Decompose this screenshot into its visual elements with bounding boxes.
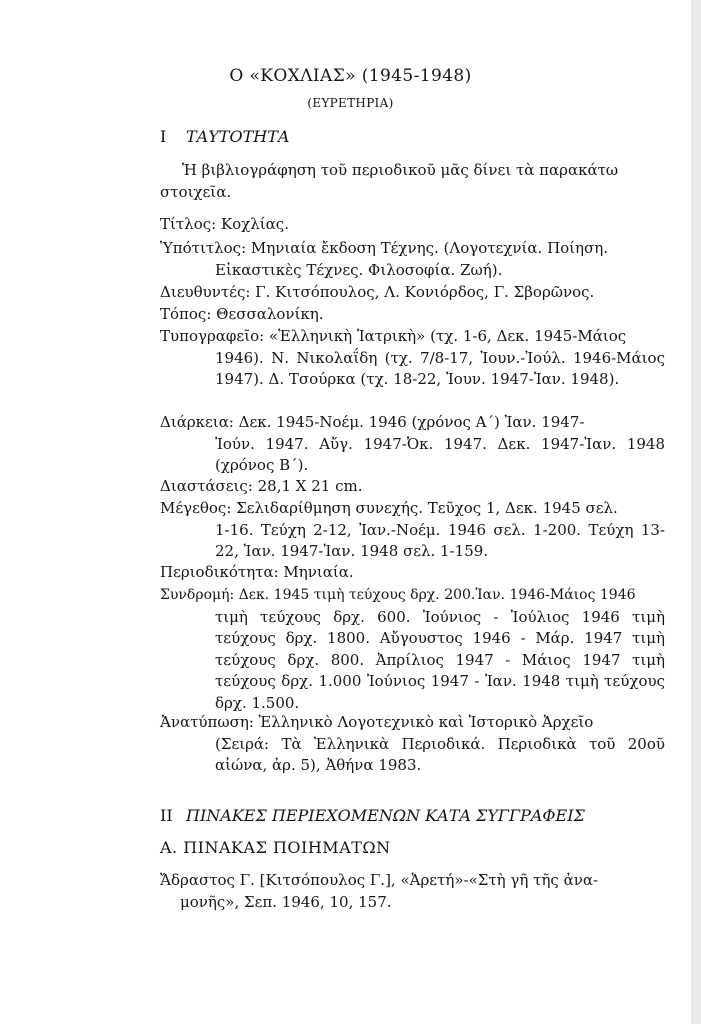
entry-line: Συνδρομή: Δεκ. 1945 τιμὴ τεύχους δρχ. 200.Ἰαν. 1946-Μάιος 1946 — [160, 587, 636, 603]
page-edge-shadow — [691, 0, 701, 1024]
entry-line: Διαστάσεις: 28,1 Χ 21 cm. — [160, 477, 363, 495]
entry-dimensions — [160, 476, 665, 498]
entry-line: Μέγεθος: Σελιδαρίθμηση συνεχής. Τεῦχος 1, Δεκ. 1945 σελ. — [160, 499, 618, 517]
entry-size — [160, 498, 665, 563]
entry-line: Περιοδικότητα: Μηνιαία. — [160, 563, 354, 581]
entry-continuation: Ἰούν. 1947. Αὔγ. 1947-Ὀκ. 1947. Δεκ. 1947-Ἰαν. 1948 (χρόνος Β΄). — [215, 434, 665, 474]
entry-line: Ἀνατύπωση: Ἑλληνικὸ Λογοτεχνικὸ καὶ Ἱστορικὸ Ἀρχεῖο — [160, 713, 594, 731]
page-title: Ο «ΚΟΧΛΙΑΣ» (1945-1948) — [229, 66, 472, 86]
section-1-number: I — [160, 127, 167, 146]
entry-line: Ἄδραστος Γ. [Κιτσόπουλος Γ.], «Ἀρετή»-«Στὴ γῆ τῆς ἀνα- — [160, 871, 599, 889]
entry-line: Τόπος: Θεσσαλονίκη. — [160, 305, 324, 323]
page-subtitle: (ΕΥΡΕΤΗΡΙΑ) — [307, 96, 394, 110]
entry-line: Τίτλος: Κοχλίας. — [160, 215, 289, 233]
entry-periodicity — [160, 562, 665, 584]
entry-place — [160, 304, 665, 326]
section-1-intro: Ἡ βιβλιογράφηση τοῦ περιοδικοῦ μᾶς δίνει τὰ παρακάτω στοιχεῖα. — [160, 161, 619, 201]
entry-line: Διευθυντές: Γ. Κιτσόπουλος, Λ. Κονιόρδος, Γ. Σβορῶνος. — [160, 283, 595, 301]
entry-continuation: 1946). Ν. Νικολαΐδη (τχ. 7/8-17, Ἰουν.-Ἰούλ. 1946-Μάιος 1947). Δ. Τσούρκα (τχ. 18-22, Ἰουν. 1947-Ἰαν. 1948). — [215, 348, 665, 388]
poem-entry — [160, 870, 665, 913]
entry-editors — [160, 282, 665, 304]
entry-continuation: (Σειρά: Τὰ Ἑλληνικὰ Περιοδικά. Περιοδικὰ τοῦ 20οῦ αἰώνα, ἀρ. 5), Ἀθήνα 1983. — [215, 734, 665, 774]
entry-continuation: μονῆς», Σεπ. 1946, 10, 157. — [180, 892, 392, 911]
entry-title — [160, 214, 665, 236]
entry-reprint — [160, 712, 665, 777]
section-2-heading — [160, 806, 585, 825]
section-2-subheading: Α. ΠΙΝΑΚΑΣ ΠΟΙΗΜΑΤΩΝ — [160, 838, 391, 857]
entry-continuation: 1-16. Τεύχη 2-12, Ἰαν.-Νοέμ. 1946 σελ. 1-200. Τεύχη 13-22, Ἰαν. 1947-Ἰαν. 1948 σελ. 1-159. — [215, 520, 665, 560]
section-2-title: ΠΙΝΑΚΕΣ ΠΕΡΙΕΧΟΜΕΝΩΝ ΚΑΤΑ ΣΥΓΓΡΑΦΕΙΣ — [186, 806, 585, 825]
entry-duration — [160, 412, 665, 477]
entry-continuation: τιμὴ τεύχους δρχ. 600. Ἰούνιος - Ἰούλιος 1946 τιμὴ τεύχους δρχ. 1800. Αὔγουστος 1946 - Μάρ. 1947 τιμὴ τεύχους δρχ. 800. Ἀπρίλιος 1947 - Μάιος 1947 τιμὴ τεύχους δρχ. 1.000 Ἰούνιος 1947 - Ἰαν. 1948 τιμὴ τεύχους δρχ. 1.500. — [215, 607, 665, 712]
entry-subtitle — [160, 238, 665, 281]
section-2-number: II — [160, 806, 173, 825]
section-1-title: ΤΑΥΤΟΤΗΤΑ — [186, 127, 290, 146]
section-1-heading — [160, 127, 289, 146]
entry-line: Ὑπότιτλος: Μηνιαία ἔκδοση Τέχνης. (Λογοτεχνία. Ποίηση. — [160, 239, 609, 257]
entry-subscription — [160, 584, 665, 714]
entry-line: Τυπογραφεῖο: «Ἑλληνικὴ Ἰατρικὴ» (τχ. 1-6, Δεκ. 1945-Μάιος — [160, 327, 627, 345]
entry-continuation: Εἰκαστικὲς Τέχνες. Φιλοσοφία. Ζωή). — [215, 260, 503, 279]
entry-printer — [160, 326, 665, 391]
entry-line: Διάρκεια: Δεκ. 1945-Νοέμ. 1946 (χρόνος Α΄) Ἰαν. 1947- — [160, 413, 585, 431]
